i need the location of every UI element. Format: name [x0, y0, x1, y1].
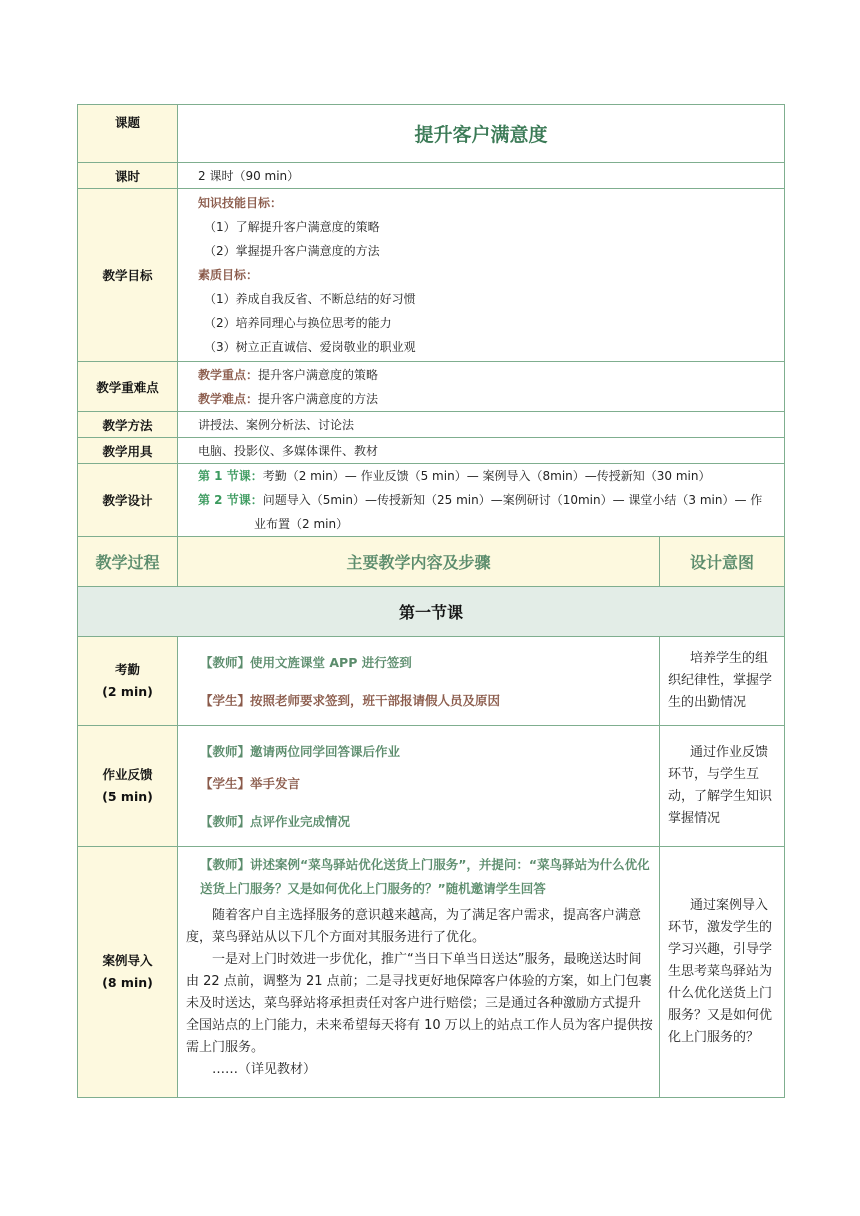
lesson2-continuation: 业布置（2 min）	[254, 517, 349, 531]
homework-intent: 通过作业反馈环节，与学生互动，了解学生知识掌握情况	[660, 726, 785, 847]
difficulty-line	[198, 387, 784, 411]
tools-label: 教学用具	[78, 438, 178, 464]
homework-title: 作业反馈	[102, 767, 153, 782]
quality-heading: 素质目标：	[198, 268, 259, 282]
case-paragraph-3: ……（详见教材）	[212, 1062, 317, 1077]
methods-value: 讲授法、案例分析法、讨论法	[178, 412, 785, 438]
attendance-teacher: 【教师】使用文旌课堂 APP 进行签到	[200, 655, 412, 670]
knowledge-heading: 知识技能目标：	[198, 196, 283, 210]
lesson2-line	[198, 488, 778, 512]
design-label: 教学设计	[78, 464, 178, 537]
quality-item: （3）树立正直诚信、爱岗敬业的职业观	[204, 340, 416, 354]
knowledge-item: （1）了解提升客户满意度的策略	[204, 220, 380, 234]
homework-teacher2: 【教师】点评作业完成情况	[200, 814, 351, 829]
objectives-content	[178, 189, 785, 362]
process-header-col3: 设计意图	[660, 537, 785, 587]
key-points-label: 教学重难点	[78, 362, 178, 412]
objectives-row	[78, 189, 785, 362]
design-row	[78, 464, 785, 537]
objectives-label: 教学目标	[78, 189, 178, 362]
quality-item: （2）培养同理心与换位思考的能力	[204, 316, 392, 330]
process-header-col1: 教学过程	[78, 537, 178, 587]
attendance-intent: 培养学生的组织纪律性，掌握学生的出勤情况	[660, 637, 785, 726]
section-title: 第一节课	[78, 587, 785, 637]
tools-row	[78, 438, 785, 464]
homework-row	[78, 726, 785, 847]
process-header-row	[78, 537, 785, 587]
case-teacher: 【教师】讲述案例“菜鸟驿站优化送货上门服务”，并提问：“菜鸟驿站为什么优化送货上门服务？又是如何优化上门服务的？”随机邀请学生回答	[200, 857, 650, 896]
focus-value: 提升客户满意度的策略	[258, 367, 379, 382]
topic-label: 课题	[78, 105, 178, 163]
quality-item: （1）养成自我反省、不断总结的好习惯	[204, 292, 416, 306]
homework-time: (5 min)	[102, 789, 153, 804]
case-label	[78, 847, 178, 1098]
case-intent: 通过案例导入环节，激发学生的学习兴趣，引导学生思考菜鸟驿站为什么优化送货上门服务？又是如何优化上门服务的？	[660, 847, 785, 1098]
topic-row	[78, 105, 785, 163]
attendance-row	[78, 637, 785, 726]
hours-label: 课时	[78, 163, 178, 189]
case-paragraph-1: 随着客户自主选择服务的意识越来越高，为了满足客户需求，提高客户满意度，菜鸟驿站从以下几个方面对其服务进行了优化。	[186, 908, 642, 945]
lesson1-value: 考勤（2 min）— 作业反馈（5 min）— 案例导入（8min）—传授新知（30 min）	[262, 469, 711, 483]
key-points-row	[78, 362, 785, 412]
attendance-label	[78, 637, 178, 726]
lesson-plan-table	[77, 104, 785, 1098]
difficulty-value: 提升客户满意度的方法	[258, 391, 379, 406]
attendance-title: 考勤	[114, 662, 140, 677]
attendance-content	[178, 637, 660, 726]
case-title: 案例导入	[102, 953, 153, 968]
case-paragraph-2: 一是对上门时效进一步优化，推广“当日下单当日送达”服务，最晚送达时间由 22 点前，调整为 21 点前；二是寻找更好地保障客户体验的方案，如上门包裹未及时送达，菜鸟驿站将承担责任对客户进行赔偿；三是通过各种激励方式提升全国站点的上门能力，未来希望每天将有 10 万以上的站点工作人员为客户提供按需上门服务。	[186, 952, 653, 1055]
tools-value: 电脑、投影仪、多媒体课件、教材	[178, 438, 785, 464]
homework-teacher1: 【教师】邀请两位同学回答课后作业	[200, 744, 401, 759]
case-row	[78, 847, 785, 1098]
focus-key: 教学重点：	[198, 367, 259, 382]
lesson2-value: 问题导入（5min）—传授新知（25 min）—案例研讨（10min）— 课堂小结（3 min）— 作	[262, 493, 763, 507]
attendance-time: (2 min)	[102, 684, 153, 699]
knowledge-item: （2）掌握提升客户满意度的方法	[204, 244, 380, 258]
case-time: (8 min)	[102, 975, 153, 990]
homework-content	[178, 726, 660, 847]
focus-line	[198, 363, 784, 387]
methods-label: 教学方法	[78, 412, 178, 438]
attendance-student: 【学生】按照老师要求签到，班干部报请假人员及原因	[200, 693, 501, 708]
methods-row	[78, 412, 785, 438]
hours-value: 2 课时（90 min）	[178, 163, 785, 189]
homework-student: 【学生】举手发言	[200, 776, 301, 791]
process-header-col2: 主要教学内容及步骤	[178, 537, 660, 587]
hours-row	[78, 163, 785, 189]
homework-label	[78, 726, 178, 847]
lesson1-key: 第 1 节课：	[198, 469, 263, 483]
key-points-content	[178, 362, 785, 412]
design-content	[178, 464, 785, 537]
section-row	[78, 587, 785, 637]
lesson2-key: 第 2 节课：	[198, 493, 263, 507]
page-title: 提升客户满意度	[178, 105, 785, 163]
case-content	[178, 847, 660, 1098]
difficulty-key: 教学难点：	[198, 391, 259, 406]
lesson1-line	[198, 464, 778, 488]
